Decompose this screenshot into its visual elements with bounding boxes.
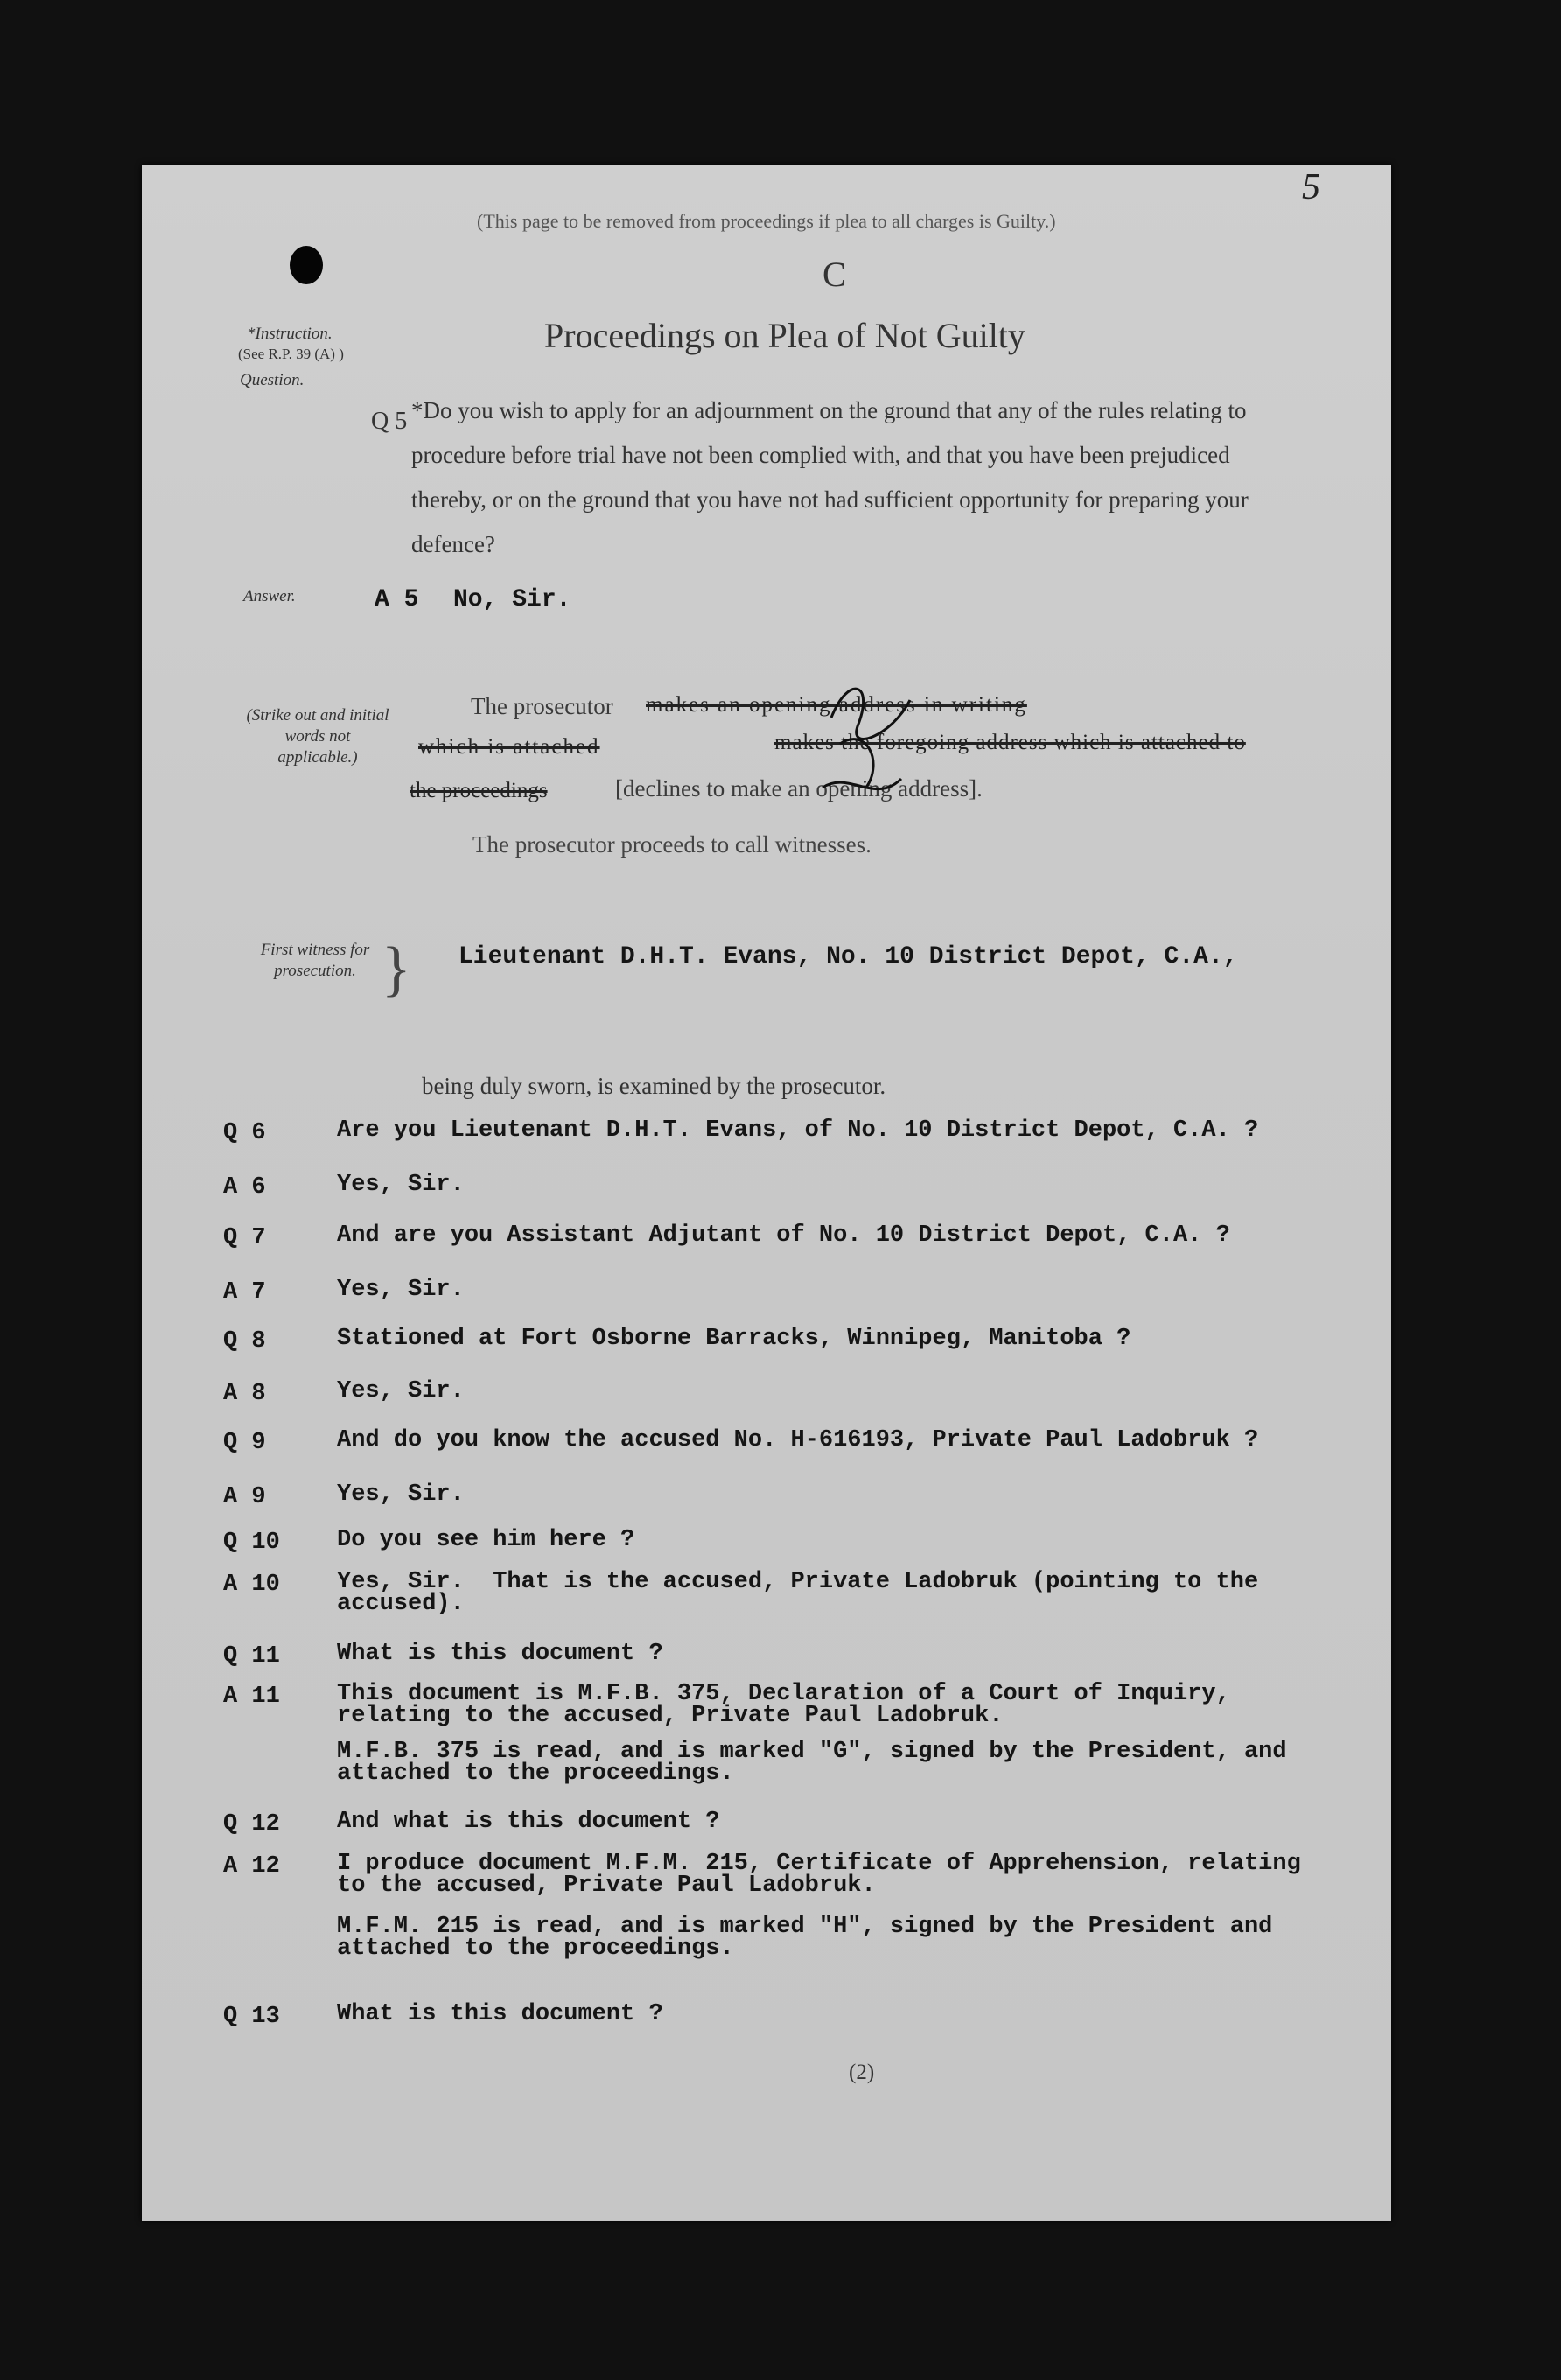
sworn-text: being duly sworn, is examined by the prosecutor. — [422, 1073, 886, 1099]
margin-strike: (Strike out and initial words not applicable.) — [246, 706, 389, 766]
qa-label: Q 6 — [223, 1120, 266, 1146]
qa-text: And do you know the accused No. H-616193, Private Paul Ladobruk ? — [337, 1427, 1259, 1453]
qa-text: Are you Lieutenant D.H.T. Evans, of No. 10 District Depot, C.A. ? — [337, 1117, 1259, 1144]
qa-label: Q 8 — [223, 1328, 266, 1354]
qa-label: Q 11 — [223, 1643, 280, 1670]
qa-text: What is this document ? — [337, 2001, 663, 2027]
prosecutor-calls: The prosecutor proceeds to call witnesses. — [472, 831, 872, 858]
qa-text: M.F.B. 375 is read, and is marked "G", signed by the President, and attached to the proceedings. — [337, 1739, 1301, 1787]
page-number: 5 — [1302, 167, 1320, 207]
witness-name: Lieutenant D.H.T. Evans, No. 10 District Depot, C.A., — [458, 943, 1238, 970]
q5-label: Q 5 — [371, 408, 408, 435]
qa-text: Yes, Sir. — [337, 1277, 465, 1303]
qa-label: Q 12 — [223, 1811, 280, 1838]
qa-text: And what is this document ? — [337, 1809, 720, 1835]
page-title: Proceedings on Plea of Not Guilty — [544, 316, 1026, 355]
prosecutor-line-start: The prosecutor — [471, 693, 613, 719]
qa-label: Q 9 — [223, 1430, 266, 1456]
struck-text-2: which is attached — [418, 735, 600, 759]
footer-page-number: (2) — [849, 2061, 875, 2084]
qa-text: M.F.M. 215 is read, and is marked "H", signed by the President and attached to the proceedings. — [337, 1914, 1287, 1962]
initials-signature — [814, 665, 954, 822]
declines-text: [declines to make an opening address]. — [615, 775, 983, 802]
qa-text: And are you Assistant Adjutant of No. 10 District Depot, C.A. ? — [337, 1222, 1230, 1249]
qa-label: A 6 — [223, 1174, 266, 1200]
qa-text: Yes, Sir. — [337, 1481, 465, 1508]
qa-label: A 8 — [223, 1381, 266, 1407]
qa-label: A 12 — [223, 1853, 280, 1880]
qa-label: Q 13 — [223, 2004, 280, 2030]
brace-icon: } — [382, 935, 411, 1003]
margin-instruction: *Instruction. — [247, 325, 332, 343]
qa-label: A 7 — [223, 1279, 266, 1306]
qa-label: A 11 — [223, 1684, 280, 1710]
q5-text: *Do you wish to apply for an adjournment on the ground that any of the rules relating to procedure before trial have not been complied with, and that you have been prejudiced thereby, or on the ground that you have not had sufficient opportunity for preparing your defence? — [411, 397, 1249, 557]
struck-text-1: makes an opening address in writing — [646, 693, 1027, 717]
a5-label: A 5 — [374, 586, 419, 613]
margin-question: Question. — [240, 371, 304, 389]
margin-first-witness: First witness for prosecution. — [260, 941, 370, 980]
qa-text: Stationed at Fort Osborne Barracks, Winnipeg, Manitoba ? — [337, 1326, 1131, 1352]
margin-rp: (See R.P. 39 (A) ) — [238, 346, 344, 362]
qa-label: A 9 — [223, 1484, 266, 1510]
margin-answer: Answer. — [243, 587, 296, 606]
qa-label: A 10 — [223, 1572, 280, 1598]
qa-text: Yes, Sir. — [337, 1172, 465, 1198]
struck-text-4: the proceedings — [410, 779, 548, 802]
struck-text-3: makes the foregoing address which is attached to — [774, 731, 1246, 754]
qa-text: Do you see him here ? — [337, 1527, 635, 1553]
qa-text: Yes, Sir. That is the accused, Private Ladobruk (pointing to the accused). — [337, 1569, 1273, 1617]
qa-text: I produce document M.F.M. 215, Certificate of Apprehension, relating to the accused, Private Paul Ladobruk. — [337, 1851, 1315, 1899]
a5-text: No, Sir. — [453, 586, 571, 613]
punch-hole — [290, 246, 323, 284]
qa-text: This document is M.F.B. 375, Declaration of a Court of Inquiry, relating to the accused, Private Paul Ladobruk. — [337, 1681, 1244, 1729]
qa-text: What is this document ? — [337, 1641, 663, 1667]
removal-note: (This page to be removed from proceedings if plea to all charges is Guilty.) — [477, 210, 1056, 232]
qa-label: Q 7 — [223, 1225, 266, 1251]
qa-text: Yes, Sir. — [337, 1378, 465, 1404]
qa-label: Q 10 — [223, 1530, 280, 1556]
form-letter: C — [822, 255, 846, 294]
